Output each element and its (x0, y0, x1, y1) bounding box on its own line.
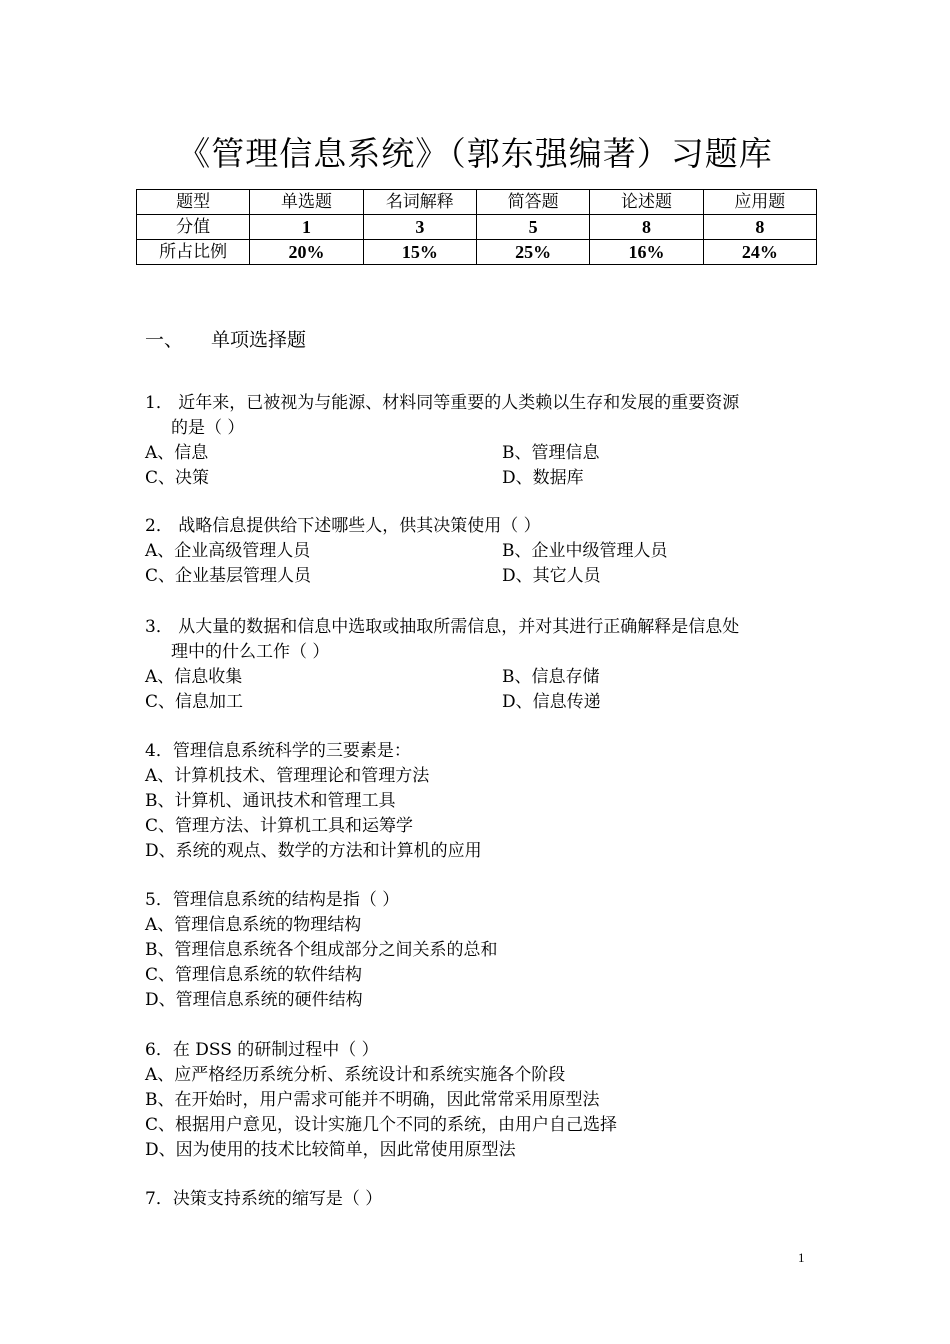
table-row (137, 190, 817, 215)
table-cell: 应用题 (703, 190, 816, 215)
table-cell: 名词解释 (363, 190, 476, 215)
table-cell: 20% (250, 240, 363, 265)
option-a: A、企业高级管理人员 (145, 541, 311, 561)
option-d: D、数据库 (502, 468, 584, 488)
option-d: D、其它人员 (502, 566, 601, 586)
options-list (145, 1063, 810, 1163)
question-stem-line: 5．管理信息系统的结构是指（ ） (145, 890, 400, 910)
table-cell: 题型 (137, 190, 250, 215)
page-number: 1 (798, 1250, 805, 1265)
section-number: 一、 (145, 329, 184, 351)
option-b: B、管理信息系统各个组成部分之间关系的总和 (145, 940, 498, 960)
section-heading (145, 325, 306, 352)
question-stem (145, 615, 810, 665)
question-4 (145, 739, 810, 864)
option-a: A、应严格经历系统分析、系统设计和系统实施各个阶段 (145, 1065, 566, 1085)
question-stem-line: 4．管理信息系统科学的三要素是： (145, 741, 411, 761)
option-b: B、管理信息 (502, 443, 600, 463)
question-stem-line: 3． 从大量的数据和信息中选取或抽取所需信息，并对其进行正确解释是信息处 (145, 617, 740, 637)
question-stem (145, 1038, 810, 1063)
option-b: B、信息存储 (502, 667, 600, 687)
options-list (145, 913, 810, 1013)
option-c: C、信息加工 (145, 692, 244, 712)
question-stem (145, 391, 810, 441)
table-row (137, 240, 817, 265)
table-cell: 15% (363, 240, 476, 265)
table-cell: 分值 (137, 215, 250, 240)
option-c: C、管理信息系统的软件结构 (145, 965, 363, 985)
question-stem (145, 888, 810, 913)
question-stem-line: 理中的什么工作（ ） (171, 642, 330, 662)
options-list (145, 539, 810, 589)
table-cell: 简答题 (476, 190, 589, 215)
table-cell: 5 (476, 215, 589, 240)
table-cell: 16% (590, 240, 703, 265)
option-d: D、因为使用的技术比较简单，因此常使用原型法 (145, 1140, 516, 1160)
option-d: D、管理信息系统的硬件结构 (145, 990, 363, 1010)
table-cell: 3 (363, 215, 476, 240)
table-cell: 8 (590, 215, 703, 240)
question-3 (145, 615, 810, 715)
table-cell: 单选题 (250, 190, 363, 215)
table-cell: 24% (703, 240, 816, 265)
question-2 (145, 514, 810, 589)
option-b: B、在开始时，用户需求可能并不明确，因此常常采用原型法 (145, 1090, 600, 1110)
question-stem (145, 514, 810, 539)
options-list (145, 764, 810, 864)
option-a: A、信息收集 (145, 667, 243, 687)
question-1 (145, 391, 810, 491)
option-c: C、决策 (145, 468, 210, 488)
options-list (145, 665, 810, 715)
option-b: B、计算机、通讯技术和管理工具 (145, 791, 396, 811)
option-c: C、管理方法、计算机工具和运筹学 (145, 816, 414, 836)
options-list (145, 441, 810, 491)
option-a: A、信息 (145, 443, 209, 463)
question-7 (145, 1187, 810, 1212)
document-title: 《管理信息系统》（郭东强编著）习题库 (177, 134, 773, 173)
question-stem-line: 7．决策支持系统的缩写是（ ） (145, 1189, 383, 1209)
table-row (137, 215, 817, 240)
question-stem (145, 739, 810, 764)
question-5 (145, 888, 810, 1013)
option-d: D、信息传递 (502, 692, 601, 712)
option-c: C、企业基层管理人员 (145, 566, 312, 586)
table-cell: 8 (703, 215, 816, 240)
option-a: A、计算机技术、管理理论和管理方法 (145, 766, 430, 786)
option-a: A、管理信息系统的物理结构 (145, 915, 362, 935)
question-stem-line: 的是（ ） (171, 418, 245, 438)
option-c: C、根据用户意见，设计实施几个不同的系统，由用户自己选择 (145, 1115, 618, 1135)
section-title: 单项选择题 (211, 329, 307, 351)
question-6 (145, 1038, 810, 1163)
option-b: B、企业中级管理人员 (502, 541, 668, 561)
question-stem-line: 6．在 DSS 的研制过程中（ ） (145, 1040, 379, 1060)
table-cell: 论述题 (590, 190, 703, 215)
question-stem-line: 1． 近年来，已被视为与能源、材料同等重要的人类赖以生存和发展的重要资源 (145, 393, 740, 413)
table-cell: 25% (476, 240, 589, 265)
score-table (136, 189, 817, 265)
question-stem (145, 1187, 810, 1212)
question-stem-line: 2． 战略信息提供给下述哪些人，供其决策使用（ ） (145, 516, 541, 536)
table-cell: 1 (250, 215, 363, 240)
option-d: D、系统的观点、数学的方法和计算机的应用 (145, 841, 482, 861)
table-cell: 所占比例 (137, 240, 250, 265)
